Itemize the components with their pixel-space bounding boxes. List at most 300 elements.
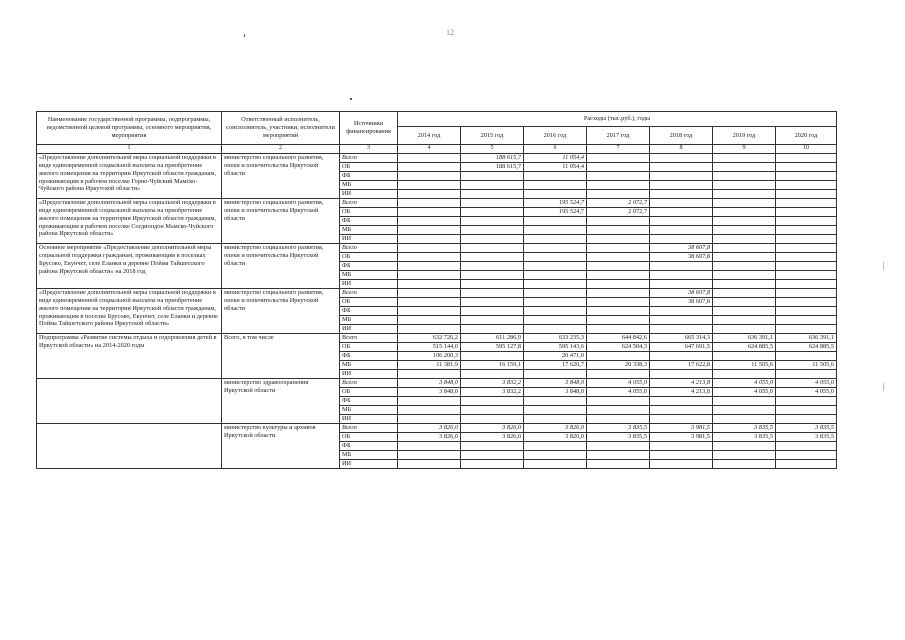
- funding-source: ФБ: [340, 397, 398, 406]
- scan-speck: [350, 98, 352, 100]
- funding-source: МБ: [340, 361, 398, 370]
- index-cell: 10: [776, 145, 837, 154]
- amount-cell: [524, 181, 587, 190]
- amount-cell: [587, 253, 650, 262]
- amount-cell: 624 504,3: [587, 343, 650, 352]
- amount-cell: 188 615,7: [461, 163, 524, 172]
- funding-source: Всего: [340, 244, 398, 253]
- amount-cell: 595 127,8: [461, 343, 524, 352]
- funding-source: ФБ: [340, 352, 398, 361]
- amount-cell: 4 213,8: [650, 379, 713, 388]
- amount-cell: [650, 406, 713, 415]
- executor-name: министерство социального развития, опеки и попечительства Иркутской области: [222, 199, 340, 244]
- amount-cell: [776, 172, 837, 181]
- amount-cell: [524, 406, 587, 415]
- amount-cell: [398, 199, 461, 208]
- funding-source: ИИ: [340, 325, 398, 334]
- index-cell: 7: [587, 145, 650, 154]
- header-source: Источники финансирования: [340, 112, 398, 145]
- funding-source: ИИ: [340, 370, 398, 379]
- amount-cell: [524, 316, 587, 325]
- amount-cell: [713, 370, 776, 379]
- scan-speck: [244, 34, 245, 37]
- amount-cell: [398, 415, 461, 424]
- amount-cell: [461, 325, 524, 334]
- amount-cell: [713, 298, 776, 307]
- amount-cell: [650, 217, 713, 226]
- index-cell: 8: [650, 145, 713, 154]
- amount-cell: [524, 370, 587, 379]
- amount-cell: 3 848,0: [524, 388, 587, 397]
- amount-cell: [524, 235, 587, 244]
- amount-cell: [398, 325, 461, 334]
- funding-source: ИИ: [340, 280, 398, 289]
- amount-cell: [713, 415, 776, 424]
- amount-cell: [713, 289, 776, 298]
- amount-cell: [398, 280, 461, 289]
- amount-cell: [461, 226, 524, 235]
- amount-cell: [776, 190, 837, 199]
- amount-cell: [587, 316, 650, 325]
- header-expenses: Расходы (тыс.руб.), годы: [398, 112, 837, 127]
- amount-cell: [461, 397, 524, 406]
- amount-cell: 38 607,8: [650, 253, 713, 262]
- amount-cell: [650, 442, 713, 451]
- funding-source: МБ: [340, 271, 398, 280]
- amount-cell: [776, 307, 837, 316]
- amount-cell: [524, 280, 587, 289]
- amount-cell: [776, 235, 837, 244]
- index-cell: 1: [37, 145, 222, 154]
- amount-cell: 3 835,5: [776, 424, 837, 433]
- amount-cell: 3 835,5: [587, 424, 650, 433]
- amount-cell: [524, 217, 587, 226]
- amount-cell: 17 620,7: [524, 361, 587, 370]
- amount-cell: [524, 442, 587, 451]
- amount-cell: [776, 370, 837, 379]
- amount-cell: 632 726,2: [398, 334, 461, 343]
- amount-cell: [461, 307, 524, 316]
- amount-cell: 3 835,5: [713, 424, 776, 433]
- table-row: [37, 334, 837, 343]
- amount-cell: [713, 442, 776, 451]
- amount-cell: [587, 442, 650, 451]
- amount-cell: [524, 397, 587, 406]
- amount-cell: [461, 199, 524, 208]
- amount-cell: [650, 190, 713, 199]
- executor-name: министерство культуры и архивов Иркутской области: [222, 424, 340, 469]
- amount-cell: [587, 163, 650, 172]
- amount-cell: [398, 181, 461, 190]
- header-executor: Ответственный исполнитель, соисполнитель, участники, исполнители мероприятий: [222, 112, 340, 145]
- amount-cell: [713, 253, 776, 262]
- scan-speck: [883, 262, 884, 270]
- funding-source: Всего: [340, 289, 398, 298]
- amount-cell: [524, 271, 587, 280]
- amount-cell: [524, 190, 587, 199]
- amount-cell: [461, 271, 524, 280]
- program-name: «Предоставление дополнительной меры социальной поддержки в виде единовременной социальной выплаты на приобретение жилого помещения на территории Иркутской области гражданам, проживающим в рабочем поселке Горно-Чуйский Мамско-Чуйского района Иркутской области»: [37, 154, 222, 199]
- amount-cell: [713, 181, 776, 190]
- amount-cell: 624 885,5: [713, 343, 776, 352]
- amount-cell: 633 235,3: [524, 334, 587, 343]
- amount-cell: [650, 325, 713, 334]
- amount-cell: 3 826,0: [398, 433, 461, 442]
- amount-cell: 195 524,7: [524, 208, 587, 217]
- amount-cell: [398, 172, 461, 181]
- amount-cell: [524, 289, 587, 298]
- amount-cell: [524, 226, 587, 235]
- amount-cell: [650, 154, 713, 163]
- amount-cell: [713, 352, 776, 361]
- amount-cell: [398, 451, 461, 460]
- header-year: 2019 год: [713, 127, 776, 145]
- amount-cell: [461, 298, 524, 307]
- amount-cell: 3 832,2: [461, 388, 524, 397]
- table-row: [37, 424, 837, 433]
- amount-cell: 2 072,7: [587, 199, 650, 208]
- amount-cell: [713, 397, 776, 406]
- amount-cell: [398, 190, 461, 199]
- scan-speck: [883, 383, 884, 391]
- amount-cell: [461, 352, 524, 361]
- amount-cell: [461, 181, 524, 190]
- amount-cell: [398, 397, 461, 406]
- funding-source: ИИ: [340, 415, 398, 424]
- amount-cell: [398, 442, 461, 451]
- amount-cell: [524, 298, 587, 307]
- funding-source: ИИ: [340, 190, 398, 199]
- index-cell: 6: [524, 145, 587, 154]
- amount-cell: 3 835,5: [587, 433, 650, 442]
- expenses-table: [36, 111, 837, 469]
- amount-cell: [398, 262, 461, 271]
- amount-cell: [461, 370, 524, 379]
- amount-cell: [587, 190, 650, 199]
- amount-cell: [713, 316, 776, 325]
- amount-cell: [398, 244, 461, 253]
- amount-cell: [713, 172, 776, 181]
- amount-cell: 595 143,6: [524, 343, 587, 352]
- amount-cell: 3 848,0: [524, 379, 587, 388]
- amount-cell: [650, 460, 713, 469]
- amount-cell: 4 055,0: [587, 379, 650, 388]
- amount-cell: [776, 397, 837, 406]
- amount-cell: [524, 172, 587, 181]
- amount-cell: [587, 298, 650, 307]
- funding-source: ОБ: [340, 433, 398, 442]
- amount-cell: [776, 415, 837, 424]
- amount-cell: 4 055,0: [713, 379, 776, 388]
- amount-cell: [461, 190, 524, 199]
- funding-source: Всего: [340, 379, 398, 388]
- index-cell: 9: [713, 145, 776, 154]
- amount-cell: [398, 217, 461, 226]
- amount-cell: [650, 208, 713, 217]
- amount-cell: [776, 244, 837, 253]
- amount-cell: 195 524,7: [524, 199, 587, 208]
- amount-cell: [398, 235, 461, 244]
- funding-source: ФБ: [340, 442, 398, 451]
- funding-source: Всего: [340, 199, 398, 208]
- amount-cell: 3 826,0: [461, 433, 524, 442]
- amount-cell: 3 981,5: [650, 424, 713, 433]
- amount-cell: [461, 172, 524, 181]
- amount-cell: [587, 271, 650, 280]
- amount-cell: [461, 208, 524, 217]
- amount-cell: 3 835,5: [776, 433, 837, 442]
- funding-source: ОБ: [340, 208, 398, 217]
- amount-cell: [524, 307, 587, 316]
- funding-source: МБ: [340, 226, 398, 235]
- amount-cell: [776, 217, 837, 226]
- amount-cell: [587, 370, 650, 379]
- header-year: 2016 год: [524, 127, 587, 145]
- amount-cell: [650, 352, 713, 361]
- table-row: [37, 289, 837, 298]
- amount-cell: [713, 244, 776, 253]
- amount-cell: [524, 253, 587, 262]
- amount-cell: [461, 451, 524, 460]
- amount-cell: [713, 325, 776, 334]
- amount-cell: [461, 460, 524, 469]
- amount-cell: 11 054,4: [524, 154, 587, 163]
- amount-cell: [650, 235, 713, 244]
- funding-source: ОБ: [340, 253, 398, 262]
- amount-cell: [650, 316, 713, 325]
- amount-cell: 2 072,7: [587, 208, 650, 217]
- amount-cell: [524, 460, 587, 469]
- amount-cell: 611 286,9: [461, 334, 524, 343]
- amount-cell: [587, 280, 650, 289]
- amount-cell: [776, 289, 837, 298]
- funding-source: МБ: [340, 406, 398, 415]
- amount-cell: 16 159,1: [461, 361, 524, 370]
- amount-cell: 4 213,8: [650, 388, 713, 397]
- amount-cell: [398, 370, 461, 379]
- amount-cell: [398, 316, 461, 325]
- amount-cell: [713, 280, 776, 289]
- amount-cell: 3 832,2: [461, 379, 524, 388]
- amount-cell: [650, 451, 713, 460]
- funding-source: Всего: [340, 334, 398, 343]
- amount-cell: 11 505,6: [713, 361, 776, 370]
- amount-cell: [713, 271, 776, 280]
- amount-cell: [713, 262, 776, 271]
- amount-cell: [776, 352, 837, 361]
- amount-cell: [650, 271, 713, 280]
- amount-cell: [461, 280, 524, 289]
- amount-cell: [587, 325, 650, 334]
- amount-cell: [461, 406, 524, 415]
- amount-cell: [398, 406, 461, 415]
- amount-cell: [713, 199, 776, 208]
- table-body: [37, 154, 837, 469]
- amount-cell: [776, 154, 837, 163]
- executor-name: министерство социального развития, опеки и попечительства Иркутской области: [222, 244, 340, 289]
- amount-cell: [461, 262, 524, 271]
- executor-name: министерство социального развития, опеки и попечительства Иркутской области: [222, 154, 340, 199]
- amount-cell: 636 391,1: [713, 334, 776, 343]
- header-year: 2018 год: [650, 127, 713, 145]
- amount-cell: [713, 217, 776, 226]
- amount-cell: [398, 253, 461, 262]
- amount-cell: [461, 442, 524, 451]
- amount-cell: 17 622,8: [650, 361, 713, 370]
- amount-cell: [587, 226, 650, 235]
- amount-cell: [524, 451, 587, 460]
- header-program: Наименование государственной программы, подпрограммы, ведомственной целевой программы, основного мероприятия, мероприятия: [37, 112, 222, 145]
- amount-cell: [461, 235, 524, 244]
- amount-cell: [776, 325, 837, 334]
- amount-cell: [713, 154, 776, 163]
- amount-cell: [587, 397, 650, 406]
- amount-cell: [461, 253, 524, 262]
- amount-cell: [461, 217, 524, 226]
- amount-cell: [713, 163, 776, 172]
- amount-cell: 515 144,0: [398, 343, 461, 352]
- amount-cell: [461, 289, 524, 298]
- executor-name: министерство социального развития, опеки и попечительства Иркутской области: [222, 289, 340, 334]
- amount-cell: 636 391,1: [776, 334, 837, 343]
- funding-source: ОБ: [340, 298, 398, 307]
- amount-cell: [713, 406, 776, 415]
- amount-cell: [587, 217, 650, 226]
- amount-cell: [587, 406, 650, 415]
- amount-cell: [776, 199, 837, 208]
- funding-source: Всего: [340, 424, 398, 433]
- amount-cell: [650, 280, 713, 289]
- amount-cell: 3 826,0: [398, 424, 461, 433]
- amount-cell: 38 607,8: [650, 244, 713, 253]
- amount-cell: [713, 208, 776, 217]
- amount-cell: [713, 235, 776, 244]
- header-year: 2015 год: [461, 127, 524, 145]
- amount-cell: 4 055,0: [713, 388, 776, 397]
- amount-cell: [398, 460, 461, 469]
- program-name: Подпрограмма «Развитие системы отдыха и оздоровления детей в Иркутской области» на 2014-2020 годы: [37, 334, 222, 379]
- amount-cell: [713, 307, 776, 316]
- amount-cell: [587, 235, 650, 244]
- amount-cell: 644 842,6: [587, 334, 650, 343]
- amount-cell: 188 615,7: [461, 154, 524, 163]
- amount-cell: [776, 226, 837, 235]
- funding-source: ОБ: [340, 163, 398, 172]
- amount-cell: [776, 208, 837, 217]
- amount-cell: 20 471,0: [524, 352, 587, 361]
- table-row: [37, 379, 837, 388]
- funding-source: ФБ: [340, 172, 398, 181]
- amount-cell: 20 338,3: [587, 361, 650, 370]
- program-name: «Предоставление дополнительной меры социальной поддержки в виде единовременной социальной выплаты на приобретение жилого помещения на территории Иркутской области гражданам, проживающим в рабочем поселке Согдиондон Мамско-Чуйского района Иркутской области»: [37, 199, 222, 244]
- amount-cell: 3 981,5: [650, 433, 713, 442]
- amount-cell: [461, 244, 524, 253]
- header-row: [37, 112, 837, 127]
- amount-cell: [587, 460, 650, 469]
- amount-cell: [776, 442, 837, 451]
- header-year: 2014 год: [398, 127, 461, 145]
- amount-cell: [650, 307, 713, 316]
- amount-cell: 647 691,5: [650, 343, 713, 352]
- amount-cell: [398, 298, 461, 307]
- amount-cell: [524, 415, 587, 424]
- funding-source: ФБ: [340, 217, 398, 226]
- amount-cell: [776, 262, 837, 271]
- funding-source: ФБ: [340, 307, 398, 316]
- amount-cell: [398, 271, 461, 280]
- table-row: [37, 199, 837, 208]
- amount-cell: [776, 406, 837, 415]
- amount-cell: [524, 262, 587, 271]
- amount-cell: [587, 307, 650, 316]
- amount-cell: 4 055,0: [776, 388, 837, 397]
- header-year: 2017 год: [587, 127, 650, 145]
- amount-cell: [650, 415, 713, 424]
- amount-cell: 3 848,0: [398, 388, 461, 397]
- amount-cell: [776, 316, 837, 325]
- amount-cell: [650, 172, 713, 181]
- amount-cell: [461, 415, 524, 424]
- amount-cell: 11 505,6: [776, 361, 837, 370]
- amount-cell: 3 826,0: [524, 433, 587, 442]
- amount-cell: [398, 226, 461, 235]
- program-name: «Предоставление дополнительной меры социальной поддержки в виде единовременной социальной выплаты на приобретение жилого помещения на территории Иркутской области гражданам, проживающим в поселке Брусово, Екунчет, селе Еланки и деревне Пойма Тайшетского района Иркутской области»: [37, 289, 222, 334]
- amount-cell: [713, 190, 776, 199]
- amount-cell: [776, 271, 837, 280]
- amount-cell: [587, 451, 650, 460]
- amount-cell: 3 848,0: [398, 379, 461, 388]
- amount-cell: [713, 460, 776, 469]
- amount-cell: [587, 154, 650, 163]
- index-cell: 5: [461, 145, 524, 154]
- amount-cell: [776, 298, 837, 307]
- amount-cell: [776, 460, 837, 469]
- funding-source: ФБ: [340, 262, 398, 271]
- program-name: [37, 424, 222, 469]
- amount-cell: [398, 154, 461, 163]
- funding-source: МБ: [340, 451, 398, 460]
- table-row: [37, 244, 837, 253]
- amount-cell: 38 607,8: [650, 298, 713, 307]
- header-year: 2020 год: [776, 127, 837, 145]
- page-number: 12: [446, 28, 454, 37]
- amount-cell: [524, 244, 587, 253]
- amount-cell: [776, 253, 837, 262]
- amount-cell: [776, 163, 837, 172]
- amount-cell: [650, 262, 713, 271]
- amount-cell: [398, 163, 461, 172]
- amount-cell: [776, 451, 837, 460]
- amount-cell: [587, 244, 650, 253]
- table-row: [37, 154, 837, 163]
- amount-cell: [524, 325, 587, 334]
- amount-cell: 11 381,9: [398, 361, 461, 370]
- amount-cell: 4 055,0: [587, 388, 650, 397]
- funding-source: ИИ: [340, 235, 398, 244]
- amount-cell: [650, 163, 713, 172]
- amount-cell: 3 826,0: [461, 424, 524, 433]
- executor-name: Всего, в том числе: [222, 334, 340, 379]
- amount-cell: 3 826,0: [524, 424, 587, 433]
- index-row: [37, 145, 837, 154]
- amount-cell: 11 054,4: [524, 163, 587, 172]
- amount-cell: [776, 280, 837, 289]
- amount-cell: 665 314,3: [650, 334, 713, 343]
- funding-source: МБ: [340, 181, 398, 190]
- amount-cell: [650, 397, 713, 406]
- amount-cell: [587, 352, 650, 361]
- funding-source: ОБ: [340, 343, 398, 352]
